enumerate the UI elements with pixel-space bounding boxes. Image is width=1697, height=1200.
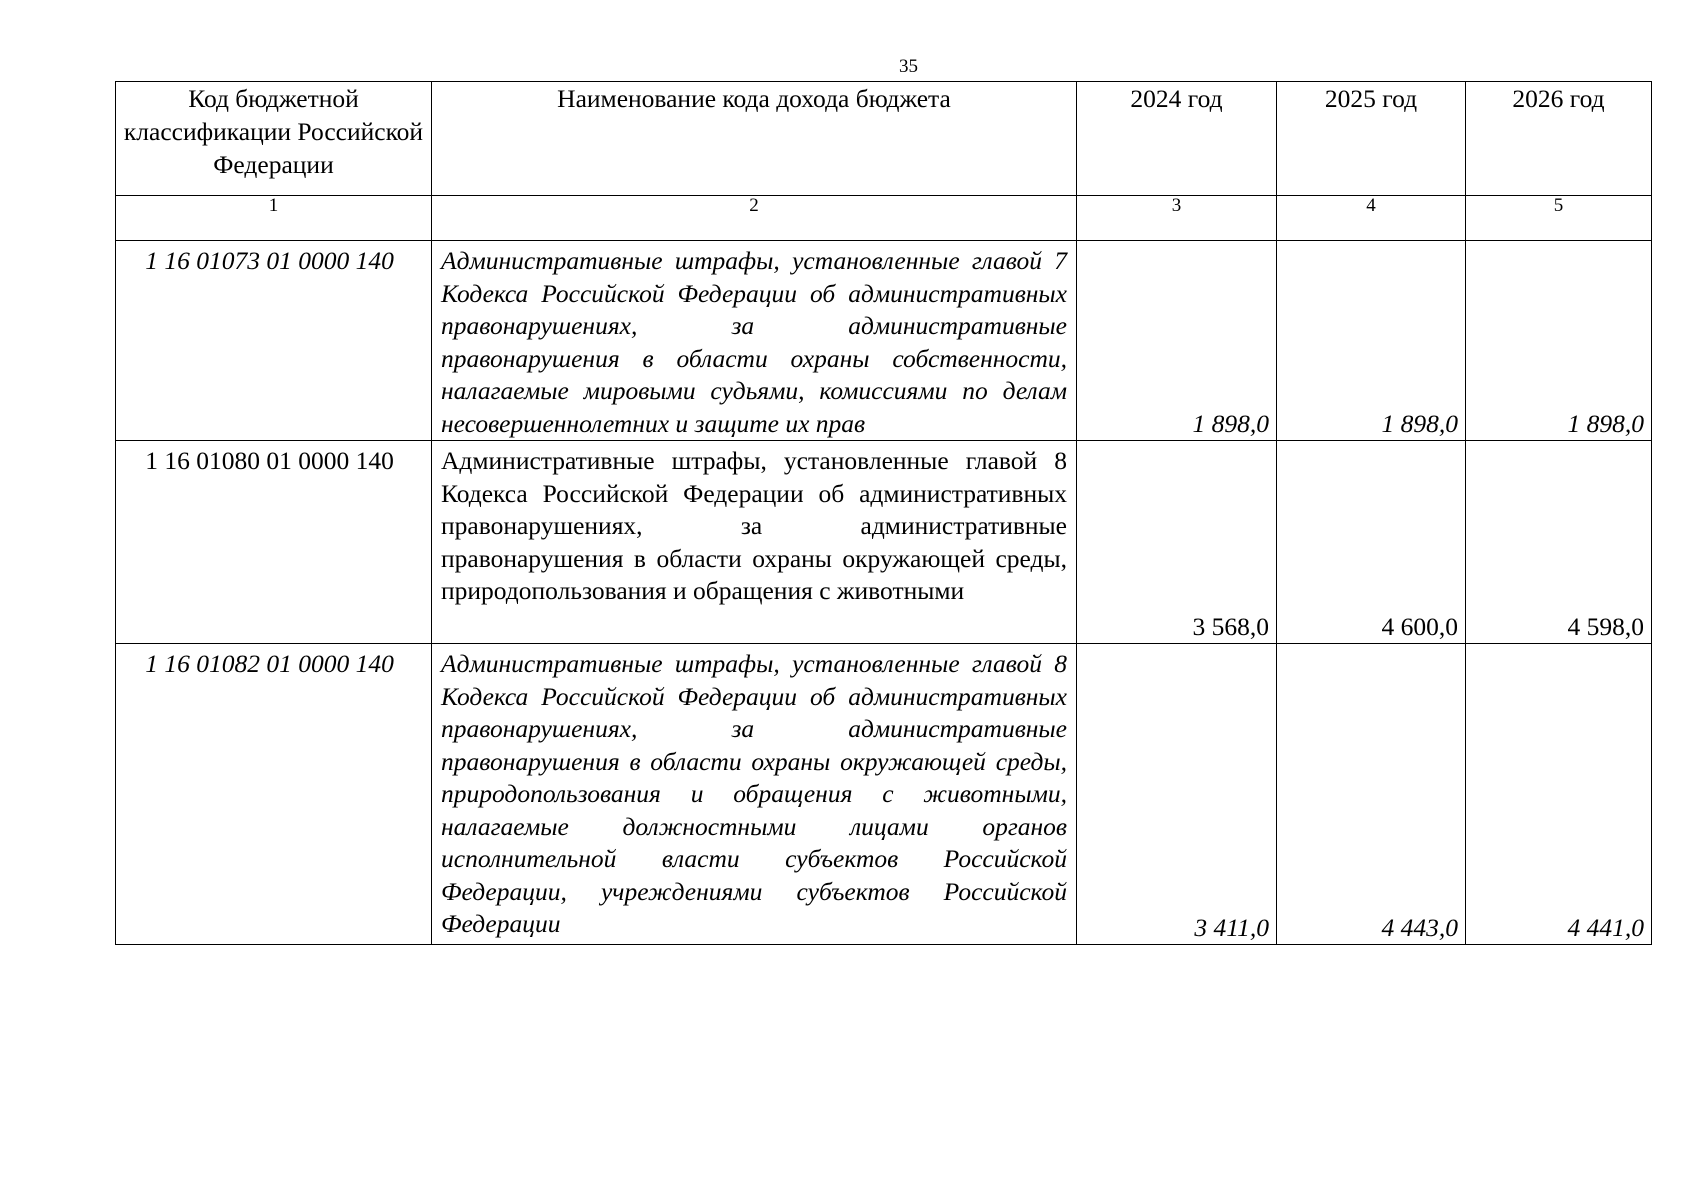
value-2024-cell: 3 568,0	[1077, 441, 1277, 644]
value-2025-cell: 4 600,0	[1277, 441, 1466, 644]
revenue-name-cell: Административные штрафы, установленные главой 8 Кодекса Российской Федерации об административных правонарушениях, за административные правонарушения в области охраны окружающей среды, природопользования и обращения с животными	[432, 441, 1077, 644]
table-row	[116, 644, 1652, 945]
header-year-2025: 2025 год	[1277, 82, 1466, 196]
header-year-2026: 2026 год	[1466, 82, 1652, 196]
table-row	[116, 241, 1652, 441]
column-number: 2	[432, 196, 1077, 241]
value-2024-cell: 1 898,0	[1077, 241, 1277, 441]
column-number: 4	[1277, 196, 1466, 241]
header-year-2024: 2024 год	[1077, 82, 1277, 196]
value-2026-cell: 1 898,0	[1466, 241, 1652, 441]
header-budget-code: Код бюджетной классификации Российской Федерации	[116, 82, 432, 196]
table-header-row	[116, 82, 1652, 196]
value-2024-cell: 3 411,0	[1077, 644, 1277, 945]
column-number: 1	[116, 196, 432, 241]
column-number: 5	[1466, 196, 1652, 241]
value-2025-cell: 4 443,0	[1277, 644, 1466, 945]
page-number: 35	[899, 56, 918, 77]
header-revenue-name: Наименование кода дохода бюджета	[432, 82, 1077, 196]
budget-code-cell: 1 16 01082 01 0000 140	[116, 644, 432, 945]
value-2026-cell: 4 441,0	[1466, 644, 1652, 945]
budget-code-cell: 1 16 01080 01 0000 140	[116, 441, 432, 644]
revenue-table	[115, 81, 1652, 945]
revenue-name-cell: Административные штрафы, установленные главой 8 Кодекса Российской Федерации об административных правонарушениях, за административные правонарушения в области охраны окружающей среды, природопользования и обращения с животными, налагаемые должностными лицами органов исполнительной власти субъектов Российской Федерации, учреждениями субъектов Российской Федерации	[432, 644, 1077, 945]
table-row	[116, 441, 1652, 644]
column-number-row	[116, 196, 1652, 241]
revenue-name-cell: Административные штрафы, установленные главой 7 Кодекса Российской Федерации об административных правонарушениях, за административные правонарушения в области охраны собственности, налагаемые мировыми судьями, комиссиями по делам несовершеннолетних и защите их прав	[432, 241, 1077, 441]
column-number: 3	[1077, 196, 1277, 241]
budget-code-cell: 1 16 01073 01 0000 140	[116, 241, 432, 441]
value-2025-cell: 1 898,0	[1277, 241, 1466, 441]
value-2026-cell: 4 598,0	[1466, 441, 1652, 644]
